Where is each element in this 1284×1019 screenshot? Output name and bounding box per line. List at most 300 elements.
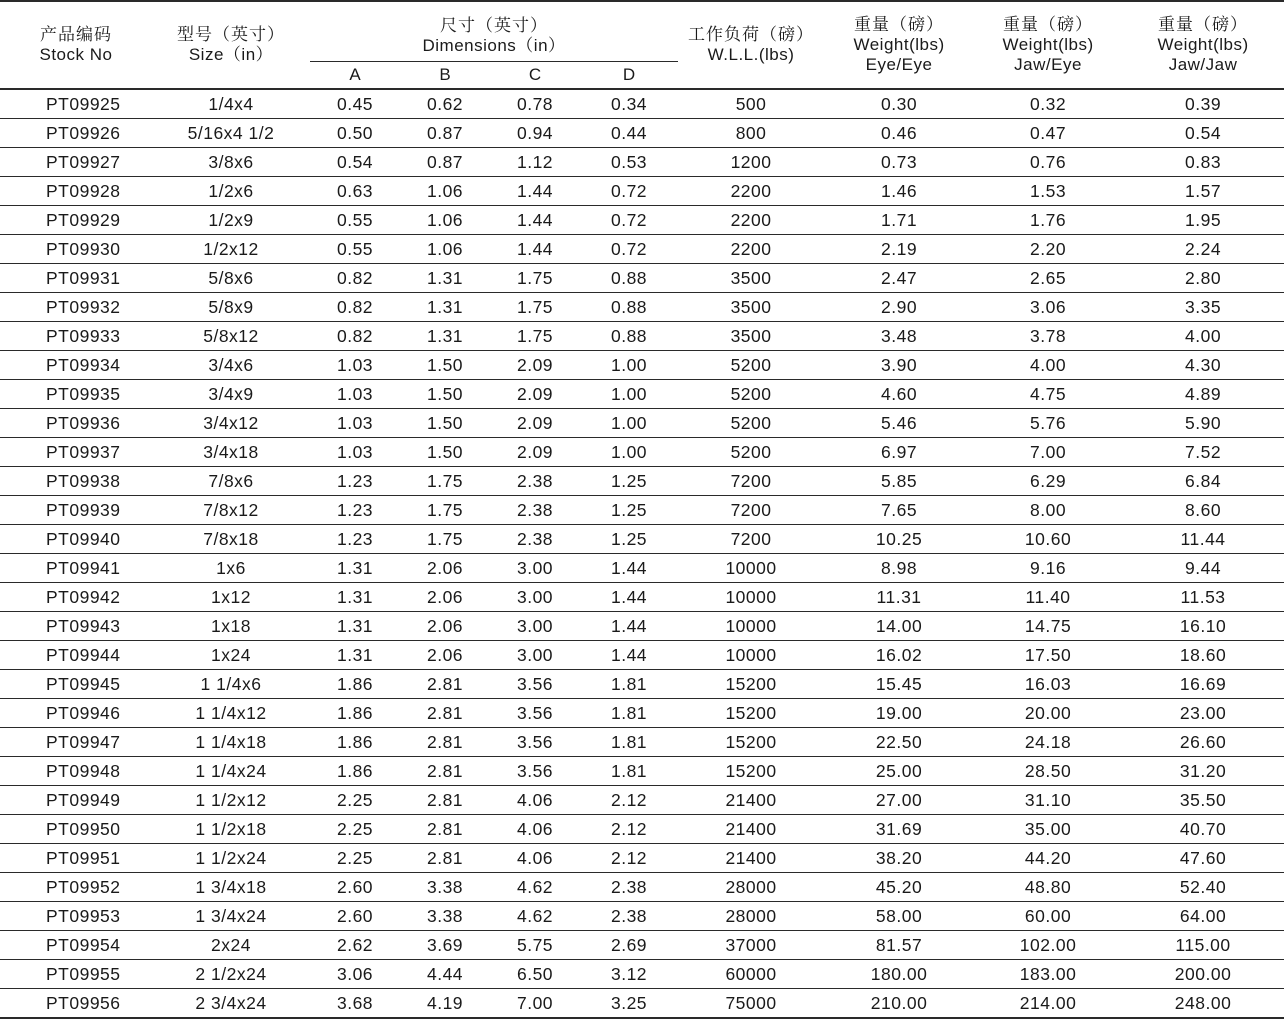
header-size-zh: 型号（英寸）	[177, 25, 285, 44]
cell-wll: 28000	[678, 902, 824, 931]
cell-dim-b: 2.06	[400, 641, 490, 670]
cell-size: 5/8x6	[152, 264, 310, 293]
table-row	[0, 989, 1284, 1019]
header-stock-en: Stock No	[39, 45, 113, 64]
cell-dim-c: 7.00	[490, 989, 580, 1019]
cell-weight-jaw-jaw: 26.60	[1122, 728, 1284, 757]
cell-weight-jaw-eye: 17.50	[974, 641, 1122, 670]
cell-weight-jaw-eye: 102.00	[974, 931, 1122, 960]
cell-size: 1x12	[152, 583, 310, 612]
cell-size: 1 1/4x18	[152, 728, 310, 757]
cell-dim-c: 2.09	[490, 351, 580, 380]
cell-dim-c: 1.12	[490, 148, 580, 177]
cell-weight-jaw-jaw: 0.39	[1122, 89, 1284, 119]
cell-dim-b: 1.50	[400, 438, 490, 467]
cell-wll: 10000	[678, 641, 824, 670]
cell-size: 2 1/2x24	[152, 960, 310, 989]
cell-size: 1 1/2x12	[152, 786, 310, 815]
cell-wll: 2200	[678, 177, 824, 206]
cell-dim-d: 0.88	[580, 293, 678, 322]
cell-stock-no: PT09929	[0, 206, 152, 235]
cell-dim-d: 0.34	[580, 89, 678, 119]
cell-wll: 21400	[678, 844, 824, 873]
cell-weight-eye-eye: 81.57	[824, 931, 974, 960]
cell-dim-d: 2.12	[580, 786, 678, 815]
table-row	[0, 873, 1284, 902]
table-row	[0, 496, 1284, 525]
cell-dim-b: 1.06	[400, 206, 490, 235]
cell-size: 1 1/2x24	[152, 844, 310, 873]
cell-size: 3/4x6	[152, 351, 310, 380]
cell-weight-jaw-jaw: 0.54	[1122, 119, 1284, 148]
cell-weight-jaw-eye: 16.03	[974, 670, 1122, 699]
cell-dim-c: 0.78	[490, 89, 580, 119]
header-dim-d: D	[580, 61, 678, 89]
header-dimensions-zh: 尺寸（英寸）	[440, 16, 549, 35]
cell-dim-a: 1.03	[310, 409, 400, 438]
cell-weight-jaw-eye: 1.53	[974, 177, 1122, 206]
cell-weight-eye-eye: 3.48	[824, 322, 974, 351]
cell-dim-d: 0.72	[580, 235, 678, 264]
cell-weight-jaw-jaw: 47.60	[1122, 844, 1284, 873]
header-wll-en: W.L.L.(lbs)	[707, 45, 795, 64]
cell-weight-jaw-jaw: 2.24	[1122, 235, 1284, 264]
cell-dim-a: 2.25	[310, 844, 400, 873]
cell-wll: 7200	[678, 496, 824, 525]
table-row	[0, 728, 1284, 757]
header-weight-eye-eye-zh: 重量（磅）	[854, 15, 945, 34]
cell-wll: 800	[678, 119, 824, 148]
cell-dim-a: 0.55	[310, 206, 400, 235]
cell-dim-a: 0.82	[310, 293, 400, 322]
cell-dim-c: 1.44	[490, 235, 580, 264]
cell-dim-b: 2.81	[400, 699, 490, 728]
table-row	[0, 670, 1284, 699]
cell-stock-no: PT09939	[0, 496, 152, 525]
cell-stock-no: PT09936	[0, 409, 152, 438]
cell-dim-a: 1.23	[310, 496, 400, 525]
cell-size: 3/8x6	[152, 148, 310, 177]
cell-dim-b: 1.31	[400, 322, 490, 351]
cell-weight-eye-eye: 2.90	[824, 293, 974, 322]
cell-dim-b: 2.81	[400, 844, 490, 873]
cell-weight-jaw-eye: 11.40	[974, 583, 1122, 612]
cell-dim-d: 0.88	[580, 264, 678, 293]
cell-dim-a: 0.45	[310, 89, 400, 119]
cell-dim-b: 1.75	[400, 496, 490, 525]
cell-dim-d: 3.12	[580, 960, 678, 989]
cell-stock-no: PT09935	[0, 380, 152, 409]
cell-weight-jaw-jaw: 4.00	[1122, 322, 1284, 351]
cell-wll: 1200	[678, 148, 824, 177]
cell-wll: 10000	[678, 612, 824, 641]
header-weight-jaw-eye	[974, 1, 1122, 89]
cell-weight-jaw-jaw: 4.30	[1122, 351, 1284, 380]
cell-dim-d: 2.38	[580, 902, 678, 931]
cell-dim-c: 4.06	[490, 815, 580, 844]
cell-stock-no: PT09953	[0, 902, 152, 931]
table-row	[0, 786, 1284, 815]
cell-weight-eye-eye: 1.71	[824, 206, 974, 235]
cell-weight-jaw-jaw: 200.00	[1122, 960, 1284, 989]
cell-dim-c: 2.38	[490, 496, 580, 525]
cell-dim-a: 1.03	[310, 380, 400, 409]
cell-dim-a: 1.86	[310, 670, 400, 699]
cell-weight-jaw-eye: 3.06	[974, 293, 1122, 322]
cell-weight-jaw-eye: 24.18	[974, 728, 1122, 757]
cell-weight-jaw-jaw: 35.50	[1122, 786, 1284, 815]
cell-size: 3/4x12	[152, 409, 310, 438]
table-row	[0, 467, 1284, 496]
cell-dim-d: 2.38	[580, 873, 678, 902]
header-weight-jaw-eye-sub: Jaw/Eye	[1014, 55, 1082, 74]
table-row	[0, 177, 1284, 206]
cell-weight-eye-eye: 210.00	[824, 989, 974, 1019]
cell-dim-c: 3.00	[490, 612, 580, 641]
cell-stock-no: PT09949	[0, 786, 152, 815]
cell-stock-no: PT09956	[0, 989, 152, 1019]
cell-size: 1 1/4x24	[152, 757, 310, 786]
cell-dim-c: 2.09	[490, 380, 580, 409]
cell-dim-c: 4.06	[490, 844, 580, 873]
cell-dim-d: 2.69	[580, 931, 678, 960]
table-row	[0, 844, 1284, 873]
cell-dim-d: 1.44	[580, 641, 678, 670]
cell-dim-d: 2.12	[580, 844, 678, 873]
cell-stock-no: PT09950	[0, 815, 152, 844]
table-row	[0, 89, 1284, 119]
cell-stock-no: PT09955	[0, 960, 152, 989]
cell-dim-a: 0.54	[310, 148, 400, 177]
table-row	[0, 409, 1284, 438]
cell-wll: 5200	[678, 380, 824, 409]
cell-stock-no: PT09932	[0, 293, 152, 322]
table-row	[0, 931, 1284, 960]
cell-stock-no: PT09934	[0, 351, 152, 380]
cell-weight-jaw-jaw: 40.70	[1122, 815, 1284, 844]
cell-dim-c: 5.75	[490, 931, 580, 960]
cell-stock-no: PT09952	[0, 873, 152, 902]
table-row	[0, 438, 1284, 467]
cell-dim-d: 1.44	[580, 583, 678, 612]
cell-weight-jaw-eye: 48.80	[974, 873, 1122, 902]
header-wll	[678, 1, 824, 89]
table-row	[0, 206, 1284, 235]
cell-weight-jaw-eye: 10.60	[974, 525, 1122, 554]
cell-size: 1 1/4x12	[152, 699, 310, 728]
cell-dim-a: 2.25	[310, 815, 400, 844]
cell-dim-a: 1.31	[310, 583, 400, 612]
cell-wll: 5200	[678, 409, 824, 438]
cell-weight-jaw-jaw: 248.00	[1122, 989, 1284, 1019]
table-body	[0, 89, 1284, 1018]
cell-dim-b: 3.69	[400, 931, 490, 960]
cell-dim-a: 1.31	[310, 641, 400, 670]
cell-stock-no: PT09943	[0, 612, 152, 641]
cell-dim-b: 1.06	[400, 177, 490, 206]
cell-weight-jaw-eye: 0.47	[974, 119, 1122, 148]
cell-weight-jaw-jaw: 8.60	[1122, 496, 1284, 525]
cell-weight-eye-eye: 15.45	[824, 670, 974, 699]
cell-dim-c: 2.38	[490, 525, 580, 554]
cell-dim-b: 2.81	[400, 670, 490, 699]
cell-wll: 21400	[678, 786, 824, 815]
cell-weight-jaw-jaw: 2.80	[1122, 264, 1284, 293]
cell-stock-no: PT09926	[0, 119, 152, 148]
cell-dim-c: 4.06	[490, 786, 580, 815]
cell-dim-c: 3.56	[490, 728, 580, 757]
cell-weight-eye-eye: 0.46	[824, 119, 974, 148]
cell-dim-b: 0.87	[400, 148, 490, 177]
cell-size: 3/4x18	[152, 438, 310, 467]
cell-dim-d: 2.12	[580, 815, 678, 844]
cell-dim-b: 1.50	[400, 409, 490, 438]
cell-weight-jaw-eye: 9.16	[974, 554, 1122, 583]
header-weight-jaw-jaw	[1122, 1, 1284, 89]
cell-dim-d: 0.72	[580, 206, 678, 235]
cell-dim-b: 4.19	[400, 989, 490, 1019]
cell-stock-no: PT09947	[0, 728, 152, 757]
cell-dim-c: 2.09	[490, 409, 580, 438]
cell-wll: 15200	[678, 699, 824, 728]
cell-size: 1x18	[152, 612, 310, 641]
cell-size: 7/8x6	[152, 467, 310, 496]
cell-dim-a: 0.82	[310, 322, 400, 351]
cell-weight-jaw-eye: 14.75	[974, 612, 1122, 641]
table-row	[0, 815, 1284, 844]
cell-dim-a: 1.31	[310, 612, 400, 641]
cell-dim-b: 4.44	[400, 960, 490, 989]
cell-dim-c: 3.56	[490, 757, 580, 786]
cell-wll: 3500	[678, 322, 824, 351]
cell-weight-eye-eye: 38.20	[824, 844, 974, 873]
cell-wll: 28000	[678, 873, 824, 902]
cell-dim-d: 1.25	[580, 525, 678, 554]
cell-size: 1 3/4x24	[152, 902, 310, 931]
table-row	[0, 902, 1284, 931]
header-size	[152, 1, 310, 89]
cell-size: 1x6	[152, 554, 310, 583]
cell-weight-eye-eye: 2.47	[824, 264, 974, 293]
table-row	[0, 119, 1284, 148]
cell-dim-d: 1.81	[580, 728, 678, 757]
cell-weight-jaw-eye: 60.00	[974, 902, 1122, 931]
cell-dim-a: 0.82	[310, 264, 400, 293]
cell-dim-c: 4.62	[490, 902, 580, 931]
cell-dim-a: 0.55	[310, 235, 400, 264]
cell-dim-b: 1.06	[400, 235, 490, 264]
cell-weight-eye-eye: 7.65	[824, 496, 974, 525]
cell-dim-a: 1.31	[310, 554, 400, 583]
cell-dim-c: 1.75	[490, 322, 580, 351]
cell-weight-jaw-eye: 7.00	[974, 438, 1122, 467]
header-weight-jaw-eye-en: Weight(lbs)	[1002, 35, 1094, 54]
cell-dim-a: 1.86	[310, 757, 400, 786]
cell-weight-jaw-eye: 35.00	[974, 815, 1122, 844]
cell-dim-d: 1.81	[580, 699, 678, 728]
cell-dim-d: 3.25	[580, 989, 678, 1019]
cell-weight-jaw-eye: 6.29	[974, 467, 1122, 496]
table-row	[0, 351, 1284, 380]
cell-weight-eye-eye: 3.90	[824, 351, 974, 380]
cell-weight-jaw-jaw: 11.44	[1122, 525, 1284, 554]
cell-dim-a: 2.60	[310, 873, 400, 902]
cell-weight-eye-eye: 5.85	[824, 467, 974, 496]
cell-dim-a: 2.60	[310, 902, 400, 931]
cell-wll: 21400	[678, 815, 824, 844]
header-stock-zh: 产品编码	[40, 25, 112, 44]
cell-stock-no: PT09930	[0, 235, 152, 264]
cell-dim-d: 0.72	[580, 177, 678, 206]
cell-dim-c: 1.75	[490, 264, 580, 293]
cell-weight-jaw-jaw: 7.52	[1122, 438, 1284, 467]
cell-size: 1 3/4x18	[152, 873, 310, 902]
cell-dim-a: 3.06	[310, 960, 400, 989]
cell-weight-jaw-eye: 4.75	[974, 380, 1122, 409]
cell-dim-c: 3.00	[490, 554, 580, 583]
cell-dim-a: 1.86	[310, 699, 400, 728]
cell-size: 1/2x6	[152, 177, 310, 206]
cell-dim-b: 1.75	[400, 525, 490, 554]
table-row	[0, 554, 1284, 583]
header-dimensions-en: Dimensions（in）	[422, 36, 566, 55]
cell-dim-a: 0.50	[310, 119, 400, 148]
cell-dim-b: 2.06	[400, 612, 490, 641]
cell-dim-b: 1.50	[400, 351, 490, 380]
cell-weight-eye-eye: 4.60	[824, 380, 974, 409]
cell-size: 5/8x9	[152, 293, 310, 322]
cell-wll: 60000	[678, 960, 824, 989]
header-weight-eye-eye	[824, 1, 974, 89]
cell-dim-b: 2.81	[400, 786, 490, 815]
cell-size: 1 1/2x18	[152, 815, 310, 844]
cell-dim-d: 1.25	[580, 496, 678, 525]
cell-size: 3/4x9	[152, 380, 310, 409]
cell-dim-c: 6.50	[490, 960, 580, 989]
header-weight-jaw-jaw-sub: Jaw/Jaw	[1168, 55, 1238, 74]
cell-dim-a: 2.25	[310, 786, 400, 815]
table-row	[0, 235, 1284, 264]
cell-dim-d: 1.25	[580, 467, 678, 496]
cell-dim-a: 1.03	[310, 438, 400, 467]
cell-weight-jaw-eye: 2.65	[974, 264, 1122, 293]
header-dim-a: A	[310, 61, 400, 89]
table-row	[0, 293, 1284, 322]
cell-weight-jaw-jaw: 23.00	[1122, 699, 1284, 728]
cell-weight-jaw-jaw: 64.00	[1122, 902, 1284, 931]
cell-weight-eye-eye: 180.00	[824, 960, 974, 989]
cell-weight-eye-eye: 31.69	[824, 815, 974, 844]
cell-size: 2x24	[152, 931, 310, 960]
cell-dim-d: 1.81	[580, 670, 678, 699]
cell-dim-d: 1.44	[580, 554, 678, 583]
cell-weight-jaw-jaw: 31.20	[1122, 757, 1284, 786]
cell-dim-d: 1.81	[580, 757, 678, 786]
cell-dim-c: 3.00	[490, 583, 580, 612]
cell-stock-no: PT09944	[0, 641, 152, 670]
cell-dim-b: 1.50	[400, 380, 490, 409]
cell-weight-eye-eye: 5.46	[824, 409, 974, 438]
cell-weight-eye-eye: 0.73	[824, 148, 974, 177]
cell-dim-c: 2.38	[490, 467, 580, 496]
cell-dim-c: 2.09	[490, 438, 580, 467]
cell-size: 1/2x12	[152, 235, 310, 264]
cell-weight-eye-eye: 1.46	[824, 177, 974, 206]
cell-dim-d: 0.53	[580, 148, 678, 177]
cell-weight-eye-eye: 6.97	[824, 438, 974, 467]
cell-weight-jaw-eye: 8.00	[974, 496, 1122, 525]
cell-stock-no: PT09938	[0, 467, 152, 496]
cell-weight-jaw-jaw: 115.00	[1122, 931, 1284, 960]
cell-weight-jaw-jaw: 9.44	[1122, 554, 1284, 583]
cell-dim-c: 4.62	[490, 873, 580, 902]
cell-weight-jaw-eye: 214.00	[974, 989, 1122, 1019]
table-row	[0, 148, 1284, 177]
cell-size: 7/8x12	[152, 496, 310, 525]
table-row	[0, 264, 1284, 293]
cell-stock-no: PT09942	[0, 583, 152, 612]
cell-dim-c: 0.94	[490, 119, 580, 148]
header-dimensions	[310, 1, 678, 61]
header-stock	[0, 1, 152, 89]
cell-dim-b: 2.81	[400, 815, 490, 844]
cell-weight-eye-eye: 16.02	[824, 641, 974, 670]
cell-dim-b: 0.87	[400, 119, 490, 148]
cell-dim-d: 0.44	[580, 119, 678, 148]
table-row	[0, 699, 1284, 728]
cell-weight-jaw-eye: 3.78	[974, 322, 1122, 351]
cell-wll: 15200	[678, 728, 824, 757]
cell-weight-jaw-jaw: 16.69	[1122, 670, 1284, 699]
cell-dim-c: 3.56	[490, 670, 580, 699]
cell-stock-no: PT09951	[0, 844, 152, 873]
cell-weight-jaw-jaw: 18.60	[1122, 641, 1284, 670]
cell-weight-jaw-eye: 5.76	[974, 409, 1122, 438]
cell-weight-jaw-eye: 31.10	[974, 786, 1122, 815]
cell-stock-no: PT09937	[0, 438, 152, 467]
cell-weight-jaw-eye: 183.00	[974, 960, 1122, 989]
cell-dim-d: 1.00	[580, 409, 678, 438]
cell-stock-no: PT09948	[0, 757, 152, 786]
cell-weight-jaw-eye: 0.32	[974, 89, 1122, 119]
cell-weight-jaw-eye: 2.20	[974, 235, 1122, 264]
cell-weight-eye-eye: 19.00	[824, 699, 974, 728]
table-row	[0, 960, 1284, 989]
cell-dim-a: 1.23	[310, 467, 400, 496]
cell-wll: 37000	[678, 931, 824, 960]
cell-weight-eye-eye: 45.20	[824, 873, 974, 902]
cell-stock-no: PT09931	[0, 264, 152, 293]
cell-weight-jaw-jaw: 4.89	[1122, 380, 1284, 409]
cell-weight-jaw-eye: 1.76	[974, 206, 1122, 235]
cell-weight-eye-eye: 0.30	[824, 89, 974, 119]
table-row	[0, 380, 1284, 409]
cell-dim-b: 2.81	[400, 757, 490, 786]
header-weight-eye-eye-sub: Eye/Eye	[865, 55, 933, 74]
cell-dim-b: 2.06	[400, 554, 490, 583]
header-weight-jaw-eye-zh: 重量（磅）	[1003, 15, 1094, 34]
header-size-en: Size（in）	[188, 45, 274, 64]
cell-dim-b: 1.75	[400, 467, 490, 496]
cell-size: 1/2x9	[152, 206, 310, 235]
cell-dim-a: 1.03	[310, 351, 400, 380]
cell-dim-a: 2.62	[310, 931, 400, 960]
cell-wll: 75000	[678, 989, 824, 1019]
table-row	[0, 583, 1284, 612]
cell-stock-no: PT09927	[0, 148, 152, 177]
cell-dim-b: 1.31	[400, 293, 490, 322]
cell-wll: 3500	[678, 293, 824, 322]
